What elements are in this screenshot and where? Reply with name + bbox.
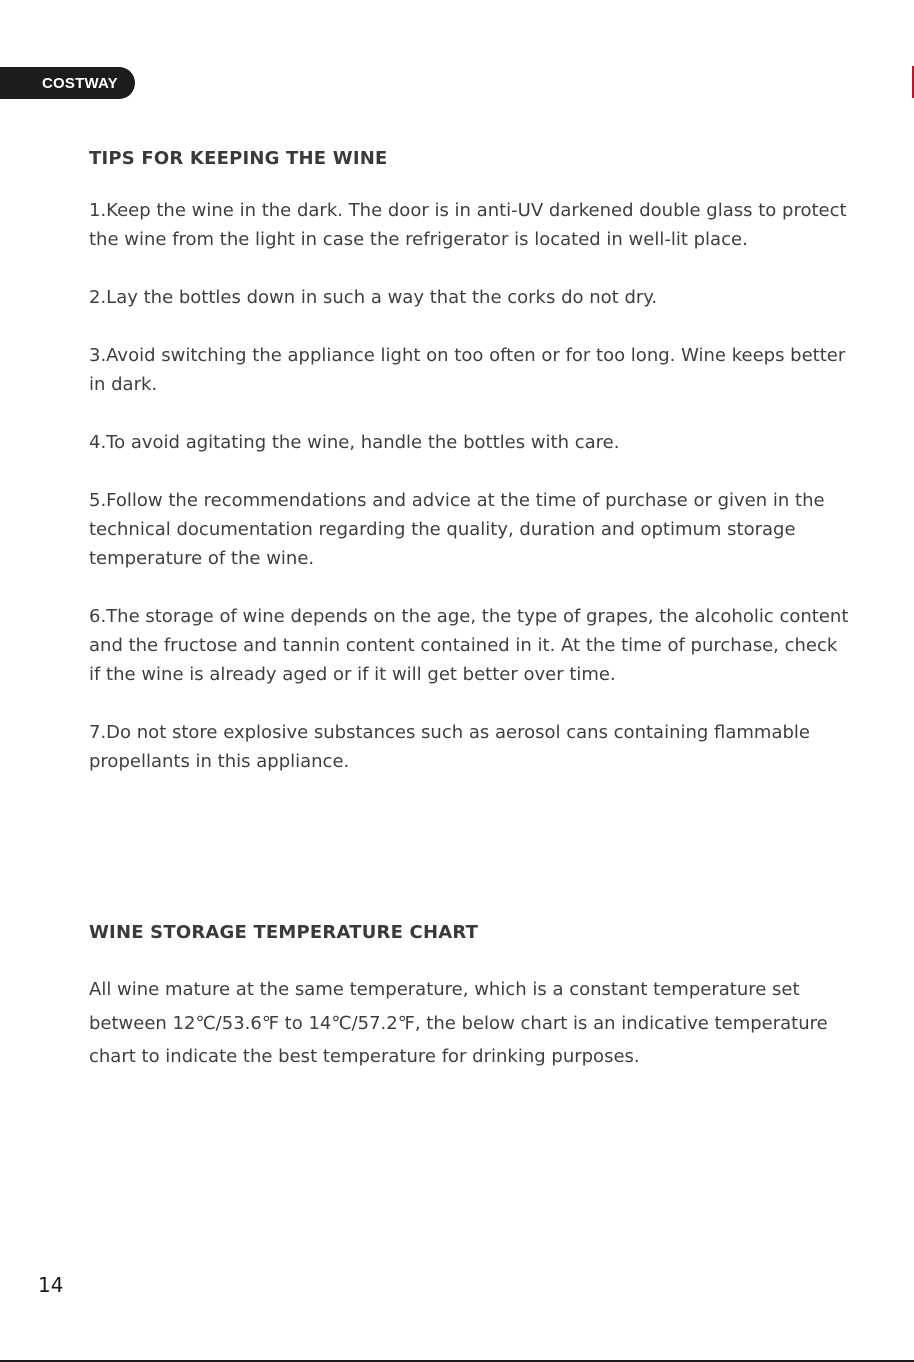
tip-item-5: 5.Follow the recommendations and advice at the time of purchase or given in the technical documentation regarding the quality, duration and optimum storage temperature of the wine.: [89, 490, 825, 569]
temperature-chart-section: [89, 922, 849, 1074]
tip-item-7: 7.Do not store explosive substances such as aerosol cans containing flammable propellants in this appliance.: [89, 722, 811, 772]
tip-item-2: 2.Lay the bottles down in such a way that the corks do not dry.: [89, 287, 658, 308]
tips-heading: TIPS FOR KEEPING THE WINE: [89, 148, 388, 169]
tip-item-1: 1.Keep the wine in the dark. The door is in anti-UV darkened double glass to protect the wine from the light in case the refrigerator is located in well-lit place.: [89, 200, 847, 250]
temperature-chart-heading: WINE STORAGE TEMPERATURE CHART: [89, 922, 479, 943]
tips-section: [89, 148, 849, 805]
tip-item-4: 4.To avoid agitating the wine, handle the bottles with care.: [89, 432, 620, 453]
temperature-chart-intro: All wine mature at the same temperature, which is a constant temperature set between 12℃/53.6℉ to 14℃/57.2℉, the below chart is an indicative temperature chart to indicate the best temperature for drinking purposes.: [89, 979, 828, 1067]
tip-item-6: 6.The storage of wine depends on the age, the type of grapes, the alcoholic content and the fructose and tannin content contained in it. At the time of purchase, check if the wine is already aged or if it will get better over time.: [89, 606, 849, 685]
page-number: 14: [38, 1273, 64, 1297]
brand-logo-text: COSTWAY: [42, 74, 118, 92]
brand-tab: [0, 67, 135, 99]
tip-item-3: 3.Avoid switching the appliance light on too often or for too long. Wine keeps better in dark.: [89, 345, 846, 395]
